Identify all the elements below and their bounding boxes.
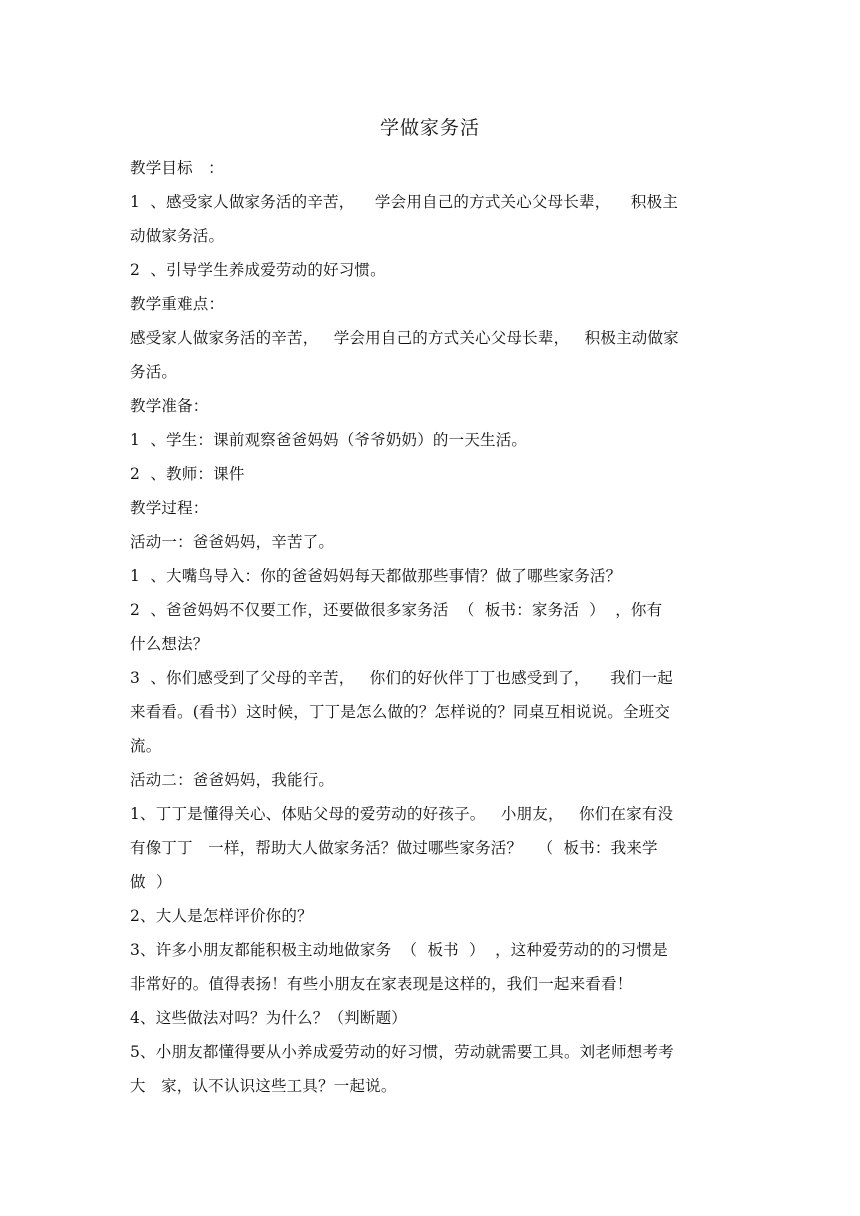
text-line: 活动一：爸爸妈妈，辛苦了。: [130, 533, 335, 551]
text-line: 教学准备：: [130, 397, 209, 415]
text-line: 1 、感受家人做家务活的辛苦， 学会用自己的方式关心父母长辈， 积极主: [130, 193, 679, 211]
text-line: 什么想法？: [130, 635, 209, 653]
text-line: 1、丁丁是懂得关心、体贴父母的爱劳动的好孩子。 小朋友， 你们在家有没: [130, 805, 674, 823]
text-line: 来看看。(看书）这时候，丁丁是怎么做的？怎样说的？同桌互相说说。全班交: [130, 703, 671, 721]
document-title: 学做家务活: [379, 117, 480, 139]
text-line: 大 家，认不认识这些工具？一起说。: [130, 1077, 397, 1095]
text-line: 非常好的。值得表扬！有些小朋友在家表现是这样的，我们一起来看看！: [130, 975, 633, 993]
text-line: 1 、学生：课前观察爸爸妈妈（爷爷奶奶）的一天生活。: [130, 431, 528, 449]
document-body: [130, 151, 730, 1103]
text-line: 1 、大嘴鸟导入：你的爸爸妈妈每天都做那些事情？做了哪些家务活？: [130, 567, 622, 585]
text-line: 有像丁丁 一样，帮助大人做家务活？做过哪些家务活？ （ 板书：我来学: [130, 839, 658, 857]
text-line: 2、大人是怎样评价你的？: [130, 907, 313, 925]
text-line: 感受家人做家务活的辛苦， 学会用自己的方式关心父母长辈， 积极主动做家: [130, 329, 679, 347]
text-line: 2 、教师：课件: [130, 465, 245, 483]
text-line: 4、这些做法对吗？为什么？（判断题）: [130, 1009, 407, 1027]
text-line: 教学目标 ：: [130, 159, 224, 177]
text-line: 流。: [130, 737, 162, 755]
text-line: 5、小朋友都懂得要从小养成爱劳动的好习惯，劳动就需要工具。刘老师想考考: [130, 1043, 674, 1061]
text-line: 3 、你们感受到了父母的辛苦， 你们的好伙伴丁丁也感受到了， 我们一起: [130, 669, 673, 687]
text-line: 2 、引导学生养成爱劳动的好习惯。: [130, 261, 386, 279]
text-line: 务活。: [130, 363, 178, 381]
text-line: 活动二：爸爸妈妈，我能行。: [130, 771, 335, 789]
text-line: 教学过程：: [130, 499, 209, 517]
text-line: 教学重难点：: [130, 295, 225, 313]
text-line: 做 ）: [130, 873, 172, 891]
text-line: 2 、爸爸妈妈不仅要工作，还要做很多家务活 （ 板书：家务活 ） ，你有: [130, 601, 663, 619]
text-line: 3、许多小朋友都能积极主动地做家务 （ 板书 ） ，这种爱劳动的的习惯是: [130, 941, 668, 959]
text-line: 动做家务活。: [130, 227, 225, 245]
